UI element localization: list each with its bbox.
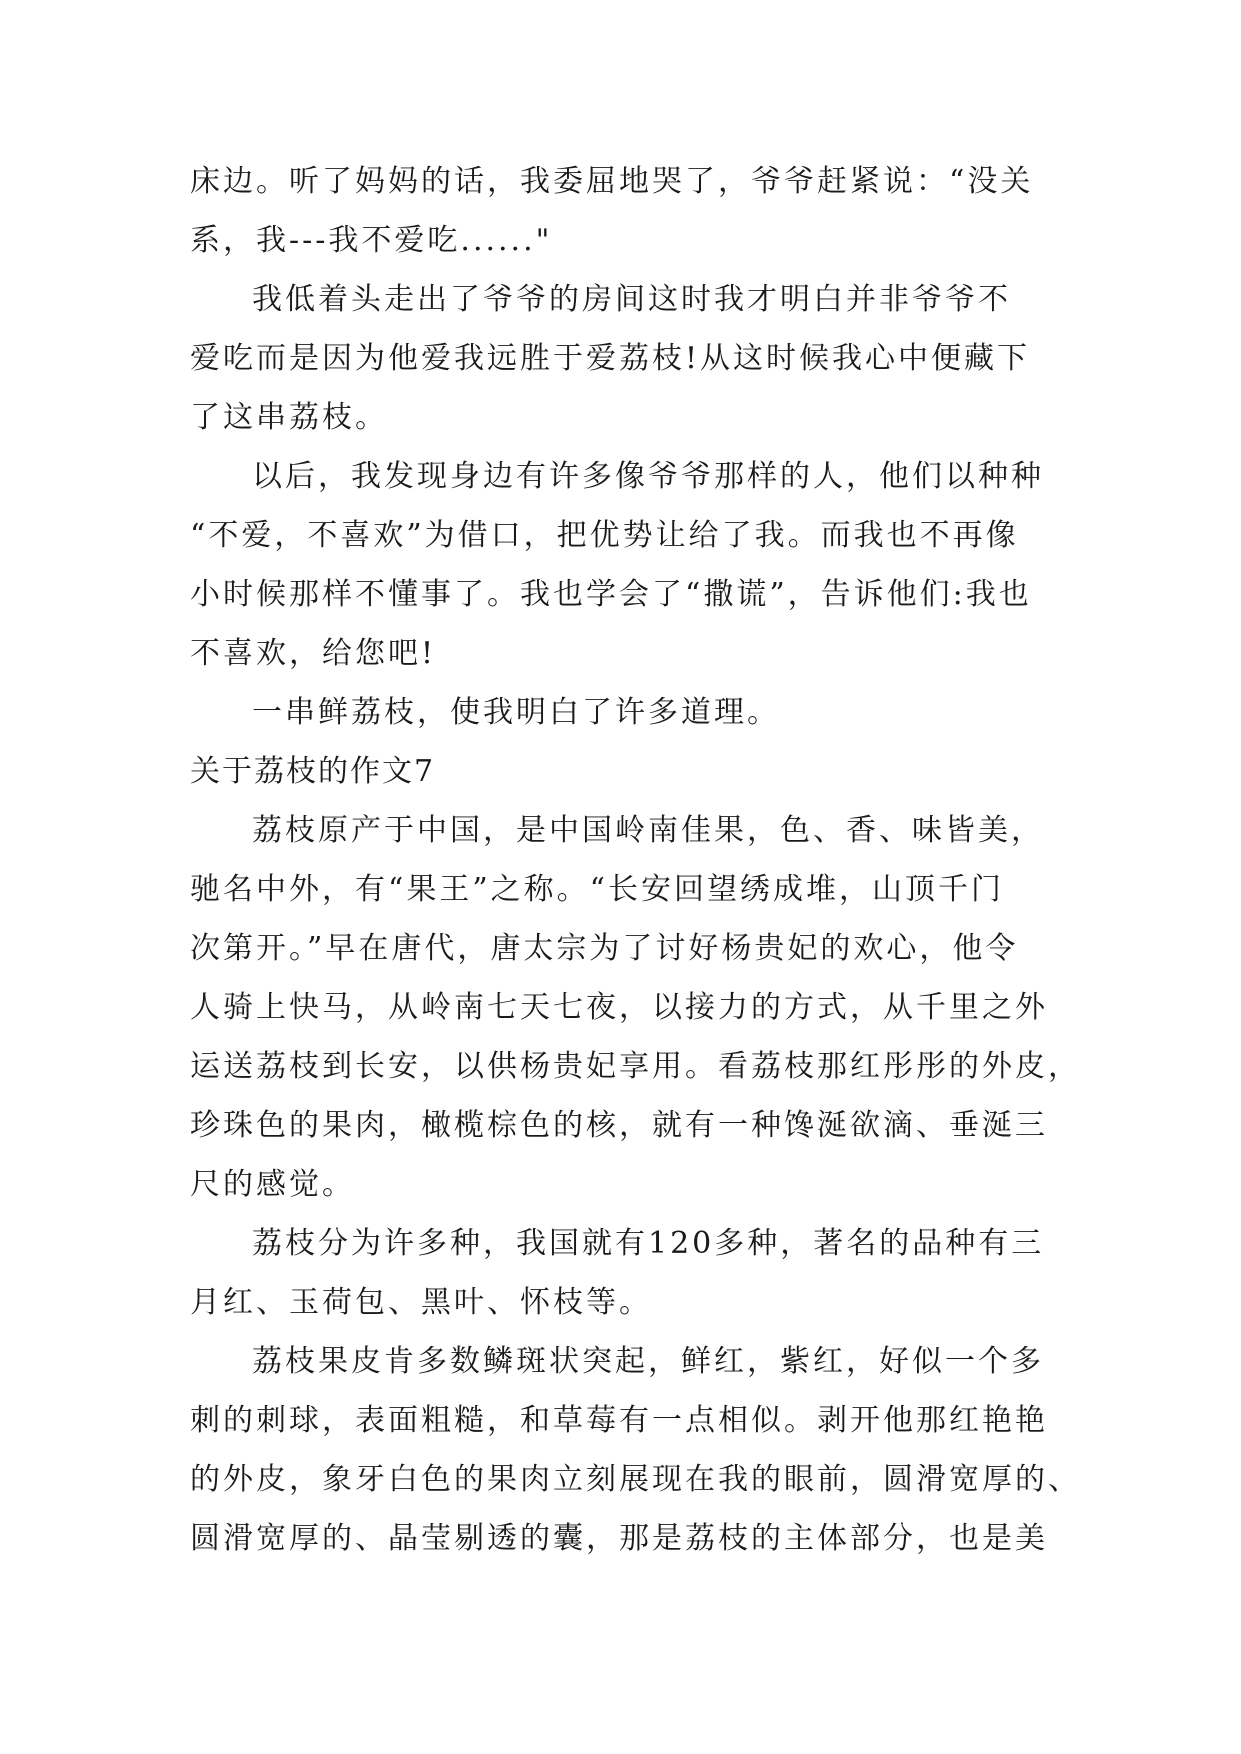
text-line: 不喜欢，给您吧! xyxy=(190,636,437,671)
section-heading: 关于荔枝的作文7 xyxy=(190,754,436,789)
text-line: 荔枝原产于中国，是中国岭南佳果，色、香、味皆美， xyxy=(252,813,1044,848)
text-line: 人骑上快马，从岭南七天七夜，以接力的方式，从千里之外 xyxy=(190,990,1048,1025)
text-line: 系，我---我不爱吃......" xyxy=(190,223,553,258)
document-page xyxy=(190,152,1081,1568)
text-line: 运送荔枝到长安，以供杨贵妃享用。看荔枝那红彤彤的外皮， xyxy=(190,1049,1081,1084)
text-line: 爱吃而是因为他爱我远胜于爱荔枝!从这时候我心中便藏下 xyxy=(190,341,1031,376)
text-line: 荔枝分为许多种，我国就有120多种，著名的品种有三 xyxy=(252,1226,1045,1261)
text-line: 驰名中外，有“果王”之称。“长安回望绣成堆，山顶千门 xyxy=(190,872,1005,907)
text-line: 圆滑宽厚的、晶莹剔透的囊，那是荔枝的主体部分，也是美 xyxy=(190,1521,1048,1556)
text-line: 荔枝果皮肯多数鳞斑状突起，鲜红，紫红，好似一个多 xyxy=(252,1344,1044,1379)
text-line: 了这串荔枝。 xyxy=(190,400,388,435)
text-line: 以后，我发现身边有许多像爷爷那样的人，他们以种种 xyxy=(252,459,1044,494)
text-line: 珍珠色的果肉，橄榄棕色的核，就有一种馋涎欲滴、垂涎三 xyxy=(190,1108,1048,1143)
text-line: “不爱，不喜欢”为借口，把优势让给了我。而我也不再像 xyxy=(190,518,1019,553)
text-line: 月红、玉荷包、黑叶、怀枝等。 xyxy=(190,1285,652,1320)
text-line: 的外皮，象牙白色的果肉立刻展现在我的眼前，圆滑宽厚的、 xyxy=(190,1462,1081,1497)
text-line: 我低着头走出了爷爷的房间这时我才明白并非爷爷不 xyxy=(252,282,1011,317)
text-line: 尺的感觉。 xyxy=(190,1167,355,1202)
text-line: 床边。听了妈妈的话，我委屈地哭了，爷爷赶紧说：“没关 xyxy=(190,164,1034,199)
text-line: 一串鲜荔枝，使我明白了许多道理。 xyxy=(252,695,780,730)
text-line: 刺的刺球，表面粗糙，和草莓有一点相似。剥开他那红艳艳 xyxy=(190,1403,1048,1438)
text-line: 小时候那样不懂事了。我也学会了“撒谎”，告诉他们:我也 xyxy=(190,577,1032,612)
text-line: 次第开。”早在唐代，唐太宗为了讨好杨贵妃的欢心，他令 xyxy=(190,931,1019,966)
